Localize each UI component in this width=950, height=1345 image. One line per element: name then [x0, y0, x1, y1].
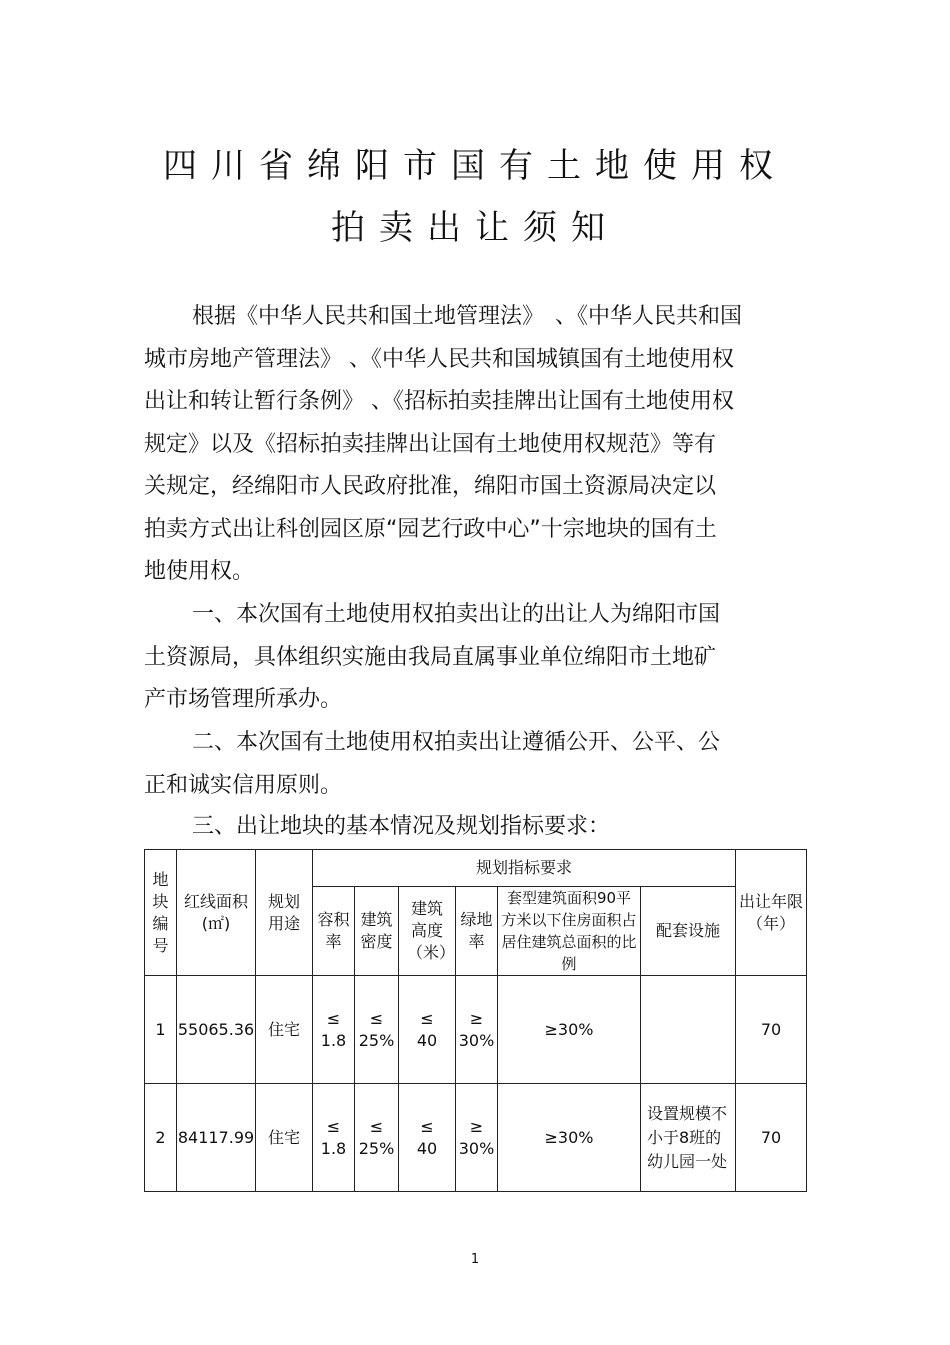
section1-line: 产市场管理所承办。 — [144, 687, 343, 712]
cell-term: 70 — [736, 976, 807, 1084]
cell-no: 1 — [145, 976, 177, 1084]
header-facilities: 配套设施 — [641, 887, 736, 976]
cell-use: 住宅 — [256, 1084, 313, 1192]
cell-area: 55065.36 — [177, 976, 256, 1084]
cell-use: 住宅 — [256, 976, 313, 1084]
cell-ratio: ≥30% — [498, 1084, 641, 1192]
header-planning-group: 规划指标要求 — [313, 850, 736, 887]
header-term: 出让年限（年） — [736, 850, 807, 976]
table-row — [145, 976, 807, 1084]
cell-density: ≤ 25% — [355, 976, 399, 1084]
section3-heading — [144, 806, 804, 849]
intro-line: 规定》以及《招标拍卖挂牌出让国有土地使用权规范》等有 — [144, 431, 717, 457]
cell-far: ≤ 1.8 — [313, 1084, 355, 1192]
land-parcel-table — [144, 849, 807, 1192]
header-use: 规划用途 — [256, 850, 313, 976]
table-header-row — [145, 850, 807, 887]
cell-facilities — [641, 976, 736, 1084]
section2-line: 二、本次国有土地使用权拍卖出让遵循公开、公平、公 — [192, 730, 721, 755]
cell-green: ≥ 30% — [456, 1084, 498, 1192]
section1-paragraph — [144, 594, 804, 722]
header-unit-ratio: 套型建筑面积90平方米以下住房面积占居住建筑总面积的比例 — [498, 887, 641, 976]
table-row — [145, 1084, 807, 1192]
intro-line: 拍卖方式出让科创园区原“园艺行政中心”十宗地块的国有土 — [144, 516, 717, 542]
section3-heading-text: 三、出让地块的基本情况及规划指标要求： — [192, 814, 611, 839]
intro-line: 地使用权。 — [144, 559, 255, 584]
document-title-line1: 四川省绵阳市国有土地使用权 — [163, 146, 787, 186]
intro-paragraph — [144, 296, 804, 594]
section2-line: 正和诚实信用原则。 — [144, 772, 343, 798]
header-density: 建筑密度 — [355, 887, 399, 976]
cell-height: ≤ 40 — [399, 976, 456, 1084]
cell-area: 84117.99 — [177, 1084, 256, 1192]
section1-line: 一、本次国有土地使用权拍卖出让的出让人为绵阳市国 — [192, 602, 721, 627]
cell-term: 70 — [736, 1084, 807, 1192]
cell-no: 2 — [145, 1084, 177, 1192]
intro-line: 出让和转让暂行条例》 、《招标拍卖挂牌出让国有土地使用权 — [144, 389, 734, 414]
page-number: 1 — [470, 1252, 480, 1267]
header-far: 容积率 — [313, 887, 355, 976]
cell-facilities: 设置规模不小于8班的幼儿园一处 — [641, 1084, 736, 1192]
section1-line: 土资源局，具体组织实施由我局直属事业单位绵阳市土地矿 — [144, 644, 717, 670]
cell-height: ≤ 40 — [399, 1084, 456, 1192]
cell-far: ≤ 1.8 — [313, 976, 355, 1084]
cell-density: ≤ 25% — [355, 1084, 399, 1192]
intro-line: 根据《中华人民共和国土地管理法》 、《中华人民共和国 — [192, 304, 743, 329]
header-height: 建筑高度（米） — [399, 887, 456, 976]
cell-ratio: ≥30% — [498, 976, 641, 1084]
header-green: 绿地率 — [456, 887, 498, 976]
cell-green: ≥ 30% — [456, 976, 498, 1084]
section2-paragraph — [144, 722, 804, 807]
header-area: 红线面积(㎡) — [177, 850, 256, 976]
header-parcel-no: 地块编号 — [145, 850, 177, 976]
intro-line: 关规定，经绵阳市人民政府批准，绵阳市国土资源局决定以 — [144, 474, 717, 499]
document-title-line2: 拍卖出让须知 — [331, 208, 619, 248]
intro-line: 城市房地产管理法》 、《中华人民共和国城镇国有土地使用权 — [144, 346, 734, 372]
